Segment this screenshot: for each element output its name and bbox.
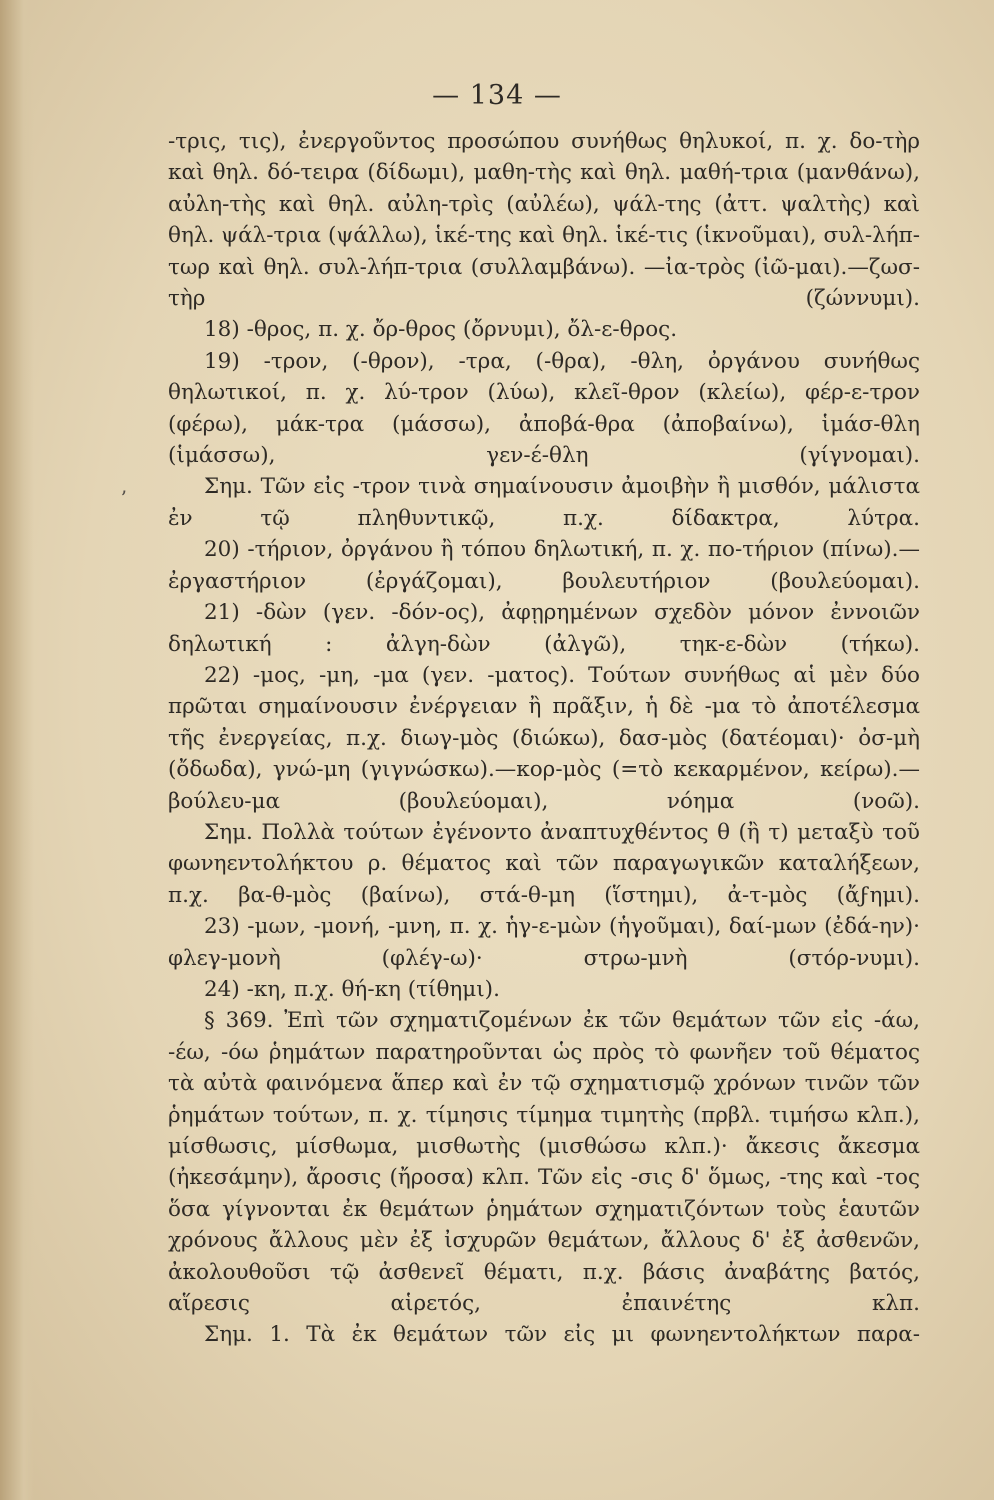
note-19: Σημ. Τῶν εἰς -τρον τινὰ σημαίνουσιν ἀμοιβὴν ἢ μισθόν, μάλιστα ἐν τῷ πληθυντικῷ, π.χ. δίδακτρα, λύτρα. xyxy=(168,474,920,531)
note-369-1: Σημ. 1. Τὰ ἐκ θεμάτων τῶν εἰς μι φωνηεντολήκτων παρα- xyxy=(204,1322,920,1348)
pencil-mark: ʼ xyxy=(120,486,127,510)
section-369: § 369. Ἐπὶ τῶν σχηματιζομένων ἐκ τῶν θεμάτων τῶν εἰς -άω, -έω, -όω ῥημάτων παρατηροῦνται ὡς πρὸς τὸ φωνῆεν τοῦ θέματος τὰ αὐτὰ φαινόμενα ἅπερ καὶ ἐν τῷ σχηματισμῷ χρόνων τινῶν τῶν ῥημάτων τούτων, π. χ. τίμησις τίμημα τιμητὴς (πρβλ. τιμήσω κλπ.), μίσθωσις, μίσθωμα, μισθωτὴς (μισθώσω κλπ.)· ἄκεσις ἄκεσμα (ἠκεσάμην), ἄροσις (ἤροσα) κλπ. Τῶν εἰς -σις δ' ὅμως, -της καὶ -τος ὅσα γίγνονται ἐκ θεμάτων ῥημάτων σχηματιζόντων τοὺς ἑαυτῶν χρόνους ἄλλους μὲν ἐξ ἰσχυρῶν θεμάτων, ἄλλους δ' ἐξ ἀσθενῶν, ἀκολουθοῦσι τῷ ἀσθενεῖ θέματι, π.χ. βάσις ἀναβάτης βατός, αἵρεσις αἱρετός, ἐπαινέτης κλπ. xyxy=(168,1008,920,1317)
paragraph-21: 21) -δὼν (γεν. -δόν-ος), ἀφῃρημένων σχεδὸν μόνον ἐννοιῶν δηλωτική : ἀλγη-δὼν (ἀλγῶ), τηκ-ε-δὼν (τήκω). xyxy=(168,600,920,657)
note-22: Σημ. Πολλὰ τούτων ἐγένοντο ἀναπτυχθέντος θ (ἢ τ) μεταξὺ τοῦ φωνηεντολήκτου ρ. θέματος καὶ τῶν παραγωγικῶν καταλήξεων, π.χ. βα-θ-μὸς (βαίνω), στά-θ-μη (ἵστημι), ἀ-τ-μὸς (ἄϝημι). xyxy=(168,819,920,908)
paragraph-suffix-tris-continued: -τρις, τις), ἐνεργοῦντος προσώπου συνήθως θηλυκοί, π. χ. δο-τὴρ καὶ θηλ. δό-τειρα (δίδωμι), μαθη-τὴς καὶ θηλ. μαθή-τρια (μανθάνω), αὐλη-τὴς καὶ θηλ. αὐλη-τρὶς (αὐλέω), ψάλ-της (ἀττ. ψαλτὴς) καὶ θηλ. ψάλ-τρια (ψάλλω), ἱκέ-της καὶ θηλ. ἱκέ-τις (ἱκνοῦμαι), συλ-λήπ-τωρ καὶ θηλ. συλ-λήπ-τρια (συλλαμβάνω). —ἰα-τρὸς (ἰῶ-μαι).—ζωσ-τὴρ (ζώννυμι). xyxy=(168,129,920,312)
paragraph-23: 23) -μων, -μονή, -μνη, π. χ. ἡγ-ε-μὼν (ἡγοῦμαι), δαί-μων (ἐδά-ην)· φλεγ-μονὴ (φλέγ-ω)· στρω-μνὴ (στόρ-νυμι). xyxy=(168,914,920,971)
paragraph-24: 24) -κη, π.χ. θή-κη (τίθημι). xyxy=(204,976,500,1002)
paragraph-19: 19) -τρον, (-θρον), -τρα, (-θρα), -θλη, ὀργάνου συνήθως θηλωτικοί, π. χ. λύ-τρον (λύω), κλεῖ-θρον (κλείω), φέρ-ε-τρον (φέρω), μάκ-τρα (μάσσω), ἀποβά-θρα (ἀποβαίνω), ἱμάσ-θλη (ἱμάσσω), γεν-έ-θλη (γίγνομαι). xyxy=(168,348,920,469)
paragraph-20: 20) -τήριον, ὀργάνου ἢ τόπου δηλωτική, π. χ. πο-τήριον (πίνω).—ἐργαστήριον (ἐργάζομαι), βουλευτήριον (βουλεύομαι). xyxy=(168,537,920,594)
paragraph-22: 22) -μος, -μη, -μα (γεν. -ματος). Τούτων συνήθως αἱ μὲν δύο πρῶται σημαίνουσιν ἐνέργειαν ἢ πρᾶξιν, ἡ δὲ -μα τὸ ἀποτέλεσμα τῆς ἐνεργείας, π.χ. διωγ-μὸς (διώκω), δασ-μὸς (δατέομαι)· ὀσ-μὴ (ὄδωδα), γνώ-μη (γιγνώσκω).—κορ-μὸς (=τὸ κεκαρμένον, κείρω).—βούλευ-μα (βουλεύομαι), νόημα (νοῶ). xyxy=(168,662,920,814)
binding-shadow xyxy=(0,0,34,1500)
paragraph-18: 18) -θρος, π. χ. ὄρ-θρος (ὄρνυμι), ὄλ-ε-θρος. xyxy=(204,317,678,343)
body-text xyxy=(168,126,920,1351)
page-number: — 134 — xyxy=(432,80,562,111)
